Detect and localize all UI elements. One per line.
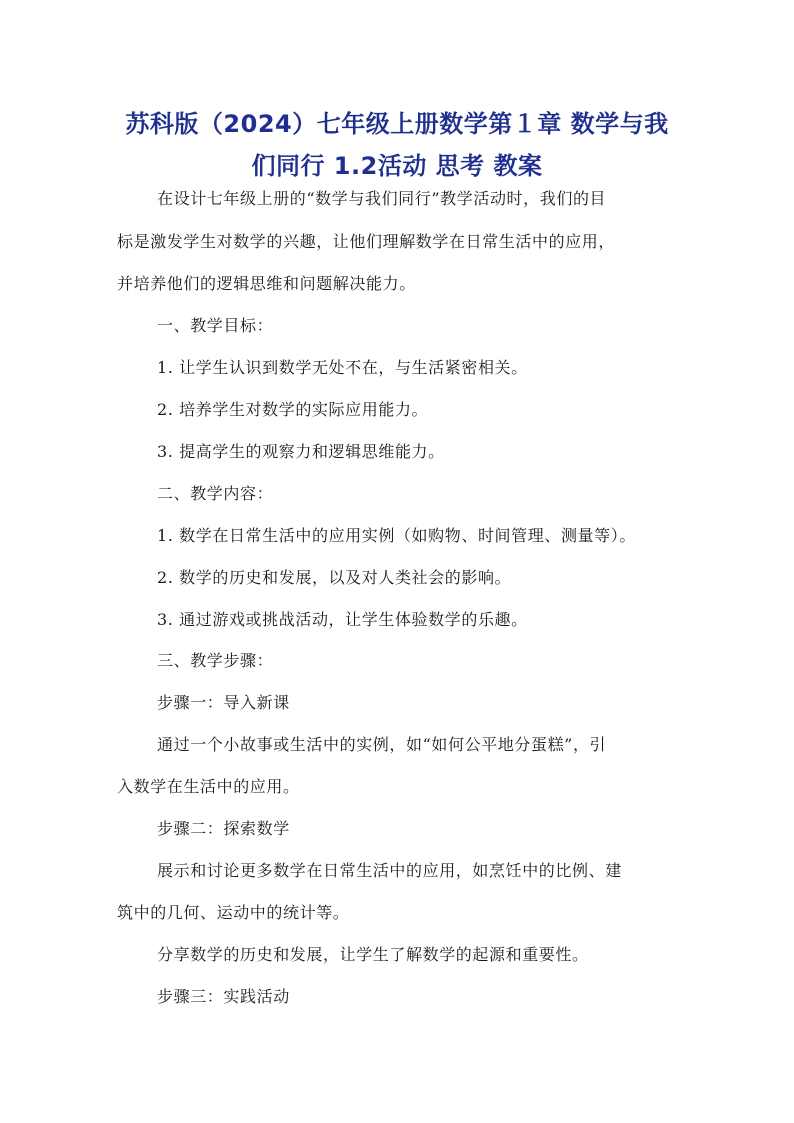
- intro-line-2: 标是激发学生对数学的兴趣，让他们理解数学在日常生活中的应用，: [117, 232, 616, 251]
- step2-line-3: 分享数学的历史和发展，让学生了解数学的起源和重要性。: [157, 945, 589, 964]
- step1-line-1: 通过一个小故事或生活中的实例，如“如何公平地分蛋糕”，引: [157, 735, 607, 754]
- intro-line-1: 在设计七年级上册的“数学与我们同行”教学活动时，我们的目: [157, 189, 607, 208]
- content-item-3: 3. 通过游戏或挑战活动，让学生体验数学的乐趣。: [157, 610, 528, 629]
- step1-title: 步骤一：导入新课: [157, 693, 290, 712]
- step1-line-2: 入数学在生活中的应用。: [117, 777, 300, 796]
- objective-item-1: 1. 让学生认识到数学无处不在，与生活紧密相关。: [157, 358, 528, 377]
- step2-title: 步骤二：探索数学: [157, 819, 290, 838]
- step2-line-2: 筑中的几何、运动中的统计等。: [117, 903, 350, 922]
- intro-line-3: 并培养他们的逻辑思维和问题解决能力。: [117, 274, 416, 293]
- document-title-line-1: 苏科版（2024）七年级上册数学第１章 数学与我: [125, 110, 669, 138]
- content-item-1: 1. 数学在日常生活中的应用实例（如购物、时间管理、测量等）。: [157, 526, 636, 545]
- objectives-heading: 一、教学目标：: [157, 316, 274, 335]
- step3-title: 步骤三：实践活动: [157, 987, 290, 1006]
- objective-item-3: 3. 提高学生的观察力和逻辑思维能力。: [157, 442, 445, 461]
- step2-line-1: 展示和讨论更多数学在日常生活中的应用，如烹饪中的比例、建: [157, 861, 622, 880]
- objective-item-2: 2. 培养学生对数学的实际应用能力。: [157, 400, 429, 419]
- content-item-2: 2. 数学的历史和发展，以及对人类社会的影响。: [157, 568, 512, 587]
- steps-heading: 三、教学步骤：: [157, 651, 274, 670]
- content-heading: 二、教学内容：: [157, 484, 274, 503]
- document-title-line-2: 们同行 1.2活动 思考 教案: [251, 152, 543, 180]
